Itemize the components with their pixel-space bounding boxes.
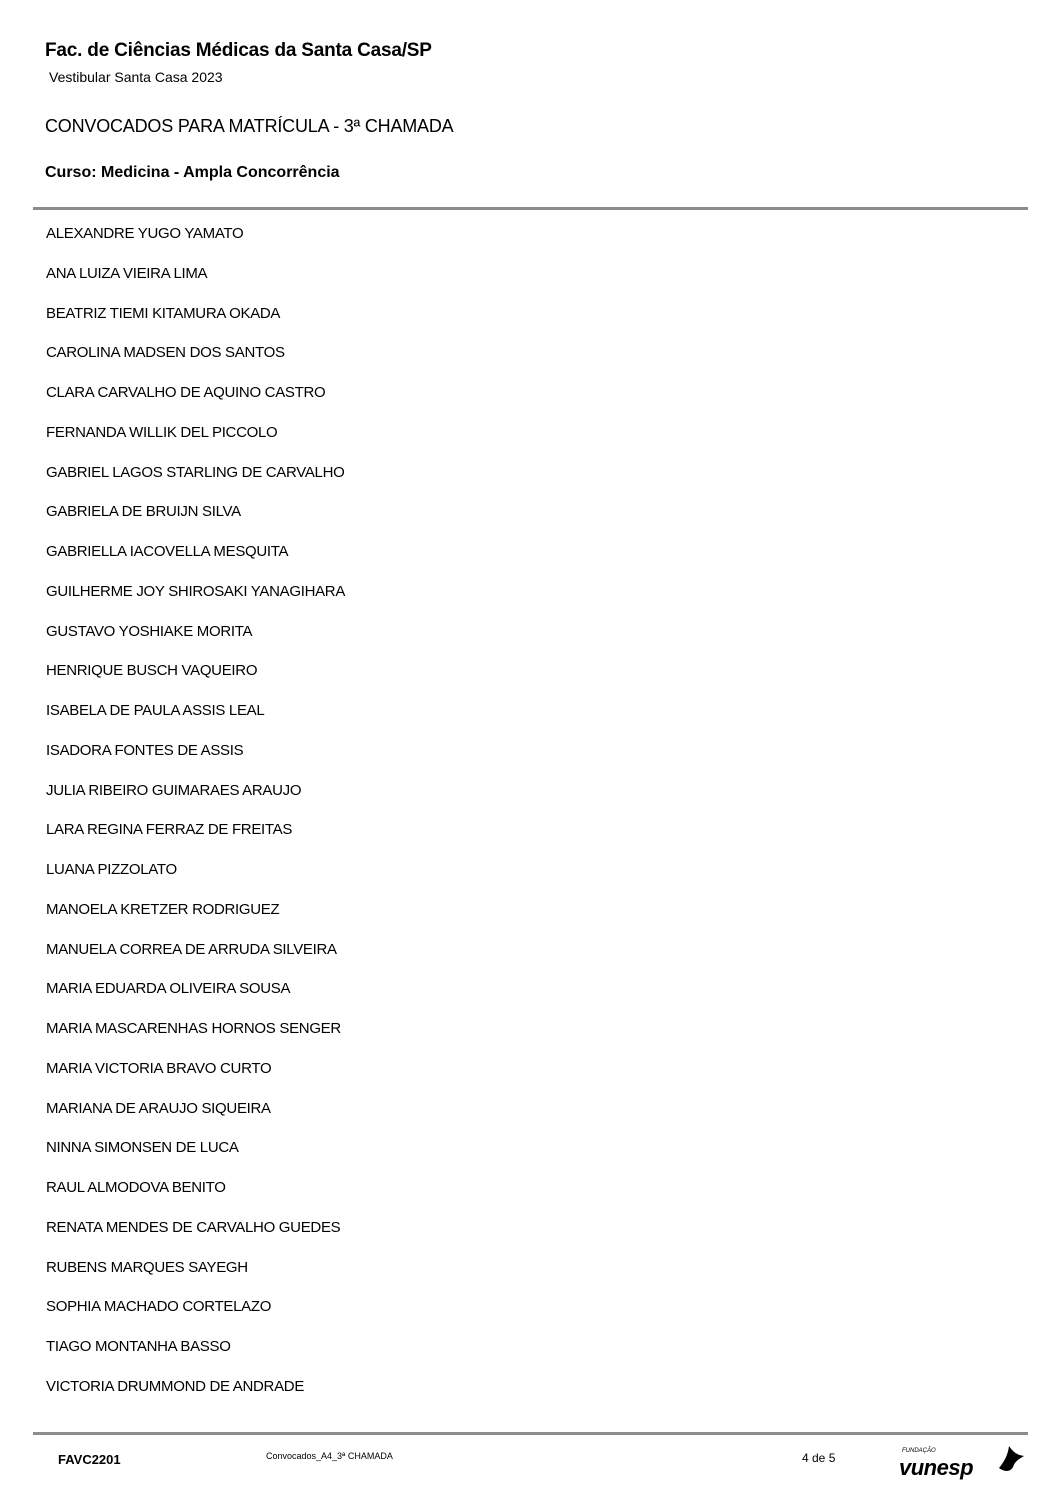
list-item: ISADORA FONTES DE ASSIS — [46, 741, 244, 759]
list-item: BEATRIZ TIEMI KITAMURA OKADA — [46, 304, 281, 322]
course-heading: Curso: Medicina - Ampla Concorrência — [45, 164, 340, 181]
exam-subtitle: Vestibular Santa Casa 2023 — [49, 69, 223, 85]
list-item: RUBENS MARQUES SAYEGH — [46, 1258, 248, 1276]
list-item: ANA LUIZA VIEIRA LIMA — [46, 264, 208, 282]
list-item: GUILHERME JOY SHIROSAKI YANAGIHARA — [46, 582, 346, 600]
list-item: MANOELA KRETZER RODRIGUEZ — [46, 900, 280, 918]
candidate-list — [46, 223, 345, 1416]
list-item: SOPHIA MACHADO CORTELAZO — [46, 1298, 272, 1316]
top-divider — [33, 207, 1028, 210]
list-item: GUSTAVO YOSHIAKE MORITA — [46, 622, 253, 640]
document-code: FAVC2201 — [58, 1452, 121, 1467]
page-number: 4 de 5 — [802, 1451, 836, 1465]
logo-wordmark: vunesp — [899, 1455, 974, 1480]
list-item: NINNA SIMONSEN DE LUCA — [46, 1139, 239, 1157]
list-item: MARIA VICTORIA BRAVO CURTO — [46, 1059, 272, 1077]
call-title: CONVOCADOS PARA MATRÍCULA - 3ª CHAMADA — [45, 116, 454, 136]
list-item: HENRIQUE BUSCH VAQUEIRO — [46, 662, 258, 680]
list-item: RAUL ALMODOVA BENITO — [46, 1179, 226, 1196]
list-item: MARIANA DE ARAUJO SIQUEIRA — [46, 1099, 271, 1117]
institution-title: Fac. de Ciências Médicas da Santa Casa/SP — [45, 40, 432, 61]
file-name: Convocados_A4_3ª CHAMADA — [266, 1451, 393, 1461]
list-item: GABRIELA DE BRUIJN SILVA — [46, 503, 241, 521]
list-item: MARIA MASCARENHAS HORNOS SENGER — [46, 1020, 341, 1037]
list-item: VICTORIA DRUMMOND DE ANDRADE — [46, 1377, 305, 1395]
list-item: GABRIELLA IACOVELLA MESQUITA — [46, 543, 289, 560]
vunesp-logo — [896, 1440, 1026, 1495]
list-item: LARA REGINA FERRAZ DE FREITAS — [46, 821, 293, 839]
list-item: RENATA MENDES DE CARVALHO GUEDES — [46, 1218, 341, 1236]
list-item: TIAGO MONTANHA BASSO — [46, 1338, 231, 1355]
list-item: CAROLINA MADSEN DOS SANTOS — [46, 344, 285, 362]
list-item: MANUELA CORREA DE ARRUDA SILVEIRA — [46, 940, 337, 958]
bird-icon — [999, 1446, 1024, 1471]
list-item: LUANA PIZZOLATO — [46, 861, 177, 878]
list-item: GABRIEL LAGOS STARLING DE CARVALHO — [46, 463, 345, 481]
list-item: JULIA RIBEIRO GUIMARAES ARAUJO — [46, 781, 302, 799]
list-item: ALEXANDRE YUGO YAMATO — [46, 225, 244, 242]
list-item: ISABELA DE PAULA ASSIS LEAL — [46, 702, 265, 719]
bottom-divider — [33, 1432, 1028, 1435]
list-item: FERNANDA WILLIK DEL PICCOLO — [46, 423, 278, 441]
logo-caption: FUNDAÇÃO — [902, 1448, 936, 1454]
list-item: CLARA CARVALHO DE AQUINO CASTRO — [46, 384, 326, 401]
list-item: MARIA EDUARDA OLIVEIRA SOUSA — [46, 980, 291, 998]
